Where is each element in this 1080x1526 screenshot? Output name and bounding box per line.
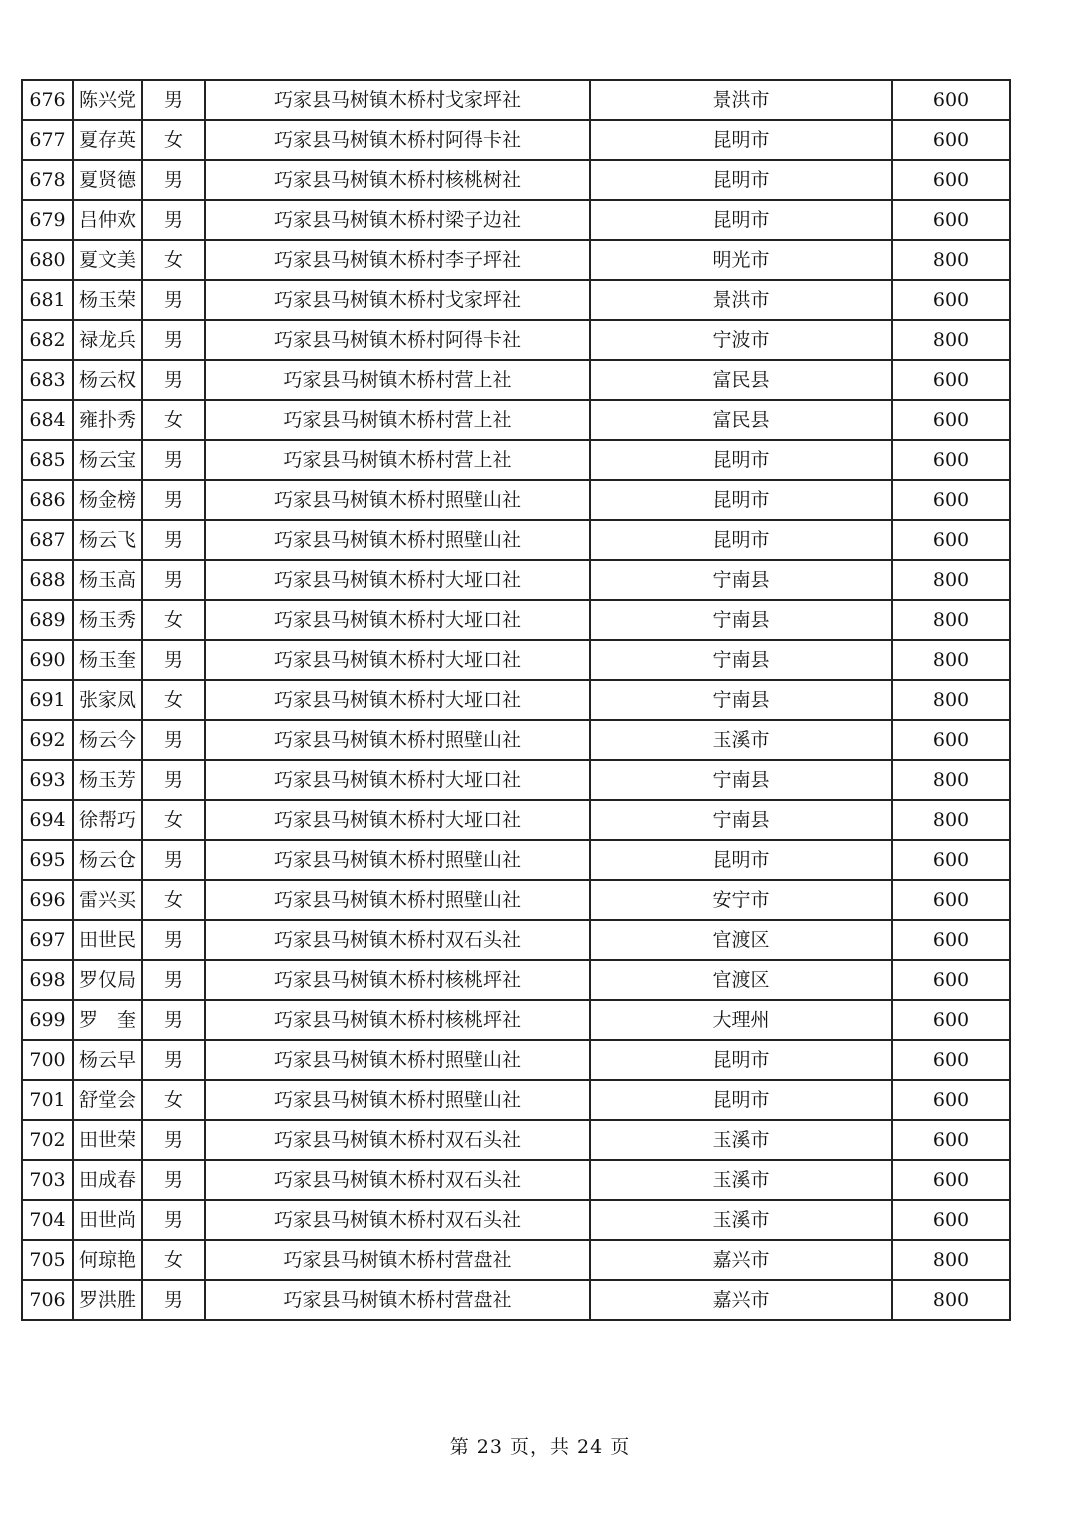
- gender-cell: 男: [142, 1280, 205, 1320]
- amount-cell: 600: [892, 440, 1010, 480]
- gender-cell: 男: [142, 80, 205, 120]
- table-row: [22, 320, 1010, 360]
- name-cell: 杨玉高: [73, 560, 142, 600]
- name-cell: 陈兴党: [73, 80, 142, 120]
- row-number-cell: 684: [22, 400, 73, 440]
- address-cell: 巧家县马树镇木桥村核桃坪社: [205, 1000, 590, 1040]
- amount-cell: 800: [892, 760, 1010, 800]
- roster-table-body: [22, 80, 1010, 1320]
- amount-cell: 800: [892, 1280, 1010, 1320]
- work-location-cell: 富民县: [590, 400, 892, 440]
- row-number-cell: 692: [22, 720, 73, 760]
- amount-cell: 800: [892, 680, 1010, 720]
- row-number-cell: 683: [22, 360, 73, 400]
- amount-cell: 800: [892, 1240, 1010, 1280]
- row-number-cell: 699: [22, 1000, 73, 1040]
- amount-cell: 600: [892, 1200, 1010, 1240]
- amount-cell: 600: [892, 880, 1010, 920]
- gender-cell: 男: [142, 480, 205, 520]
- gender-cell: 男: [142, 280, 205, 320]
- work-location-cell: 昆明市: [590, 120, 892, 160]
- gender-cell: 女: [142, 600, 205, 640]
- table-row: [22, 1000, 1010, 1040]
- address-cell: 巧家县马树镇木桥村双石头社: [205, 1120, 590, 1160]
- table-row: [22, 80, 1010, 120]
- gender-cell: 女: [142, 680, 205, 720]
- name-cell: 罗 奎: [73, 1000, 142, 1040]
- address-cell: 巧家县马树镇木桥村照壁山社: [205, 840, 590, 880]
- gender-cell: 男: [142, 640, 205, 680]
- work-location-cell: 玉溪市: [590, 720, 892, 760]
- amount-cell: 600: [892, 1000, 1010, 1040]
- work-location-cell: 宁南县: [590, 600, 892, 640]
- address-cell: 巧家县马树镇木桥村双石头社: [205, 1160, 590, 1200]
- name-cell: 杨云早: [73, 1040, 142, 1080]
- work-location-cell: 安宁市: [590, 880, 892, 920]
- row-number-cell: 702: [22, 1120, 73, 1160]
- amount-cell: 600: [892, 960, 1010, 1000]
- amount-cell: 600: [892, 160, 1010, 200]
- address-cell: 巧家县马树镇木桥村大垭口社: [205, 560, 590, 600]
- work-location-cell: 昆明市: [590, 440, 892, 480]
- work-location-cell: 玉溪市: [590, 1120, 892, 1160]
- name-cell: 舒堂会: [73, 1080, 142, 1120]
- name-cell: 杨云飞: [73, 520, 142, 560]
- row-number-cell: 706: [22, 1280, 73, 1320]
- row-number-cell: 687: [22, 520, 73, 560]
- table-row: [22, 1160, 1010, 1200]
- address-cell: 巧家县马树镇木桥村照壁山社: [205, 1040, 590, 1080]
- name-cell: 张家凤: [73, 680, 142, 720]
- table-row: [22, 520, 1010, 560]
- gender-cell: 女: [142, 400, 205, 440]
- table-row: [22, 400, 1010, 440]
- amount-cell: 600: [892, 200, 1010, 240]
- table-row: [22, 680, 1010, 720]
- work-location-cell: 昆明市: [590, 520, 892, 560]
- name-cell: 杨玉秀: [73, 600, 142, 640]
- amount-cell: 800: [892, 600, 1010, 640]
- name-cell: 杨玉奎: [73, 640, 142, 680]
- gender-cell: 男: [142, 960, 205, 1000]
- address-cell: 巧家县马树镇木桥村营盘社: [205, 1240, 590, 1280]
- name-cell: 杨玉荣: [73, 280, 142, 320]
- address-cell: 巧家县马树镇木桥村照壁山社: [205, 720, 590, 760]
- address-cell: 巧家县马树镇木桥村营上社: [205, 360, 590, 400]
- row-number-cell: 681: [22, 280, 73, 320]
- name-cell: 徐帮巧: [73, 800, 142, 840]
- row-number-cell: 697: [22, 920, 73, 960]
- work-location-cell: 昆明市: [590, 160, 892, 200]
- table-row: [22, 480, 1010, 520]
- work-location-cell: 富民县: [590, 360, 892, 400]
- name-cell: 何琼艳: [73, 1240, 142, 1280]
- gender-cell: 男: [142, 920, 205, 960]
- gender-cell: 女: [142, 240, 205, 280]
- amount-cell: 600: [892, 1120, 1010, 1160]
- amount-cell: 600: [892, 920, 1010, 960]
- amount-cell: 800: [892, 320, 1010, 360]
- gender-cell: 女: [142, 1240, 205, 1280]
- table-row: [22, 360, 1010, 400]
- name-cell: 雷兴买: [73, 880, 142, 920]
- row-number-cell: 691: [22, 680, 73, 720]
- name-cell: 田成春: [73, 1160, 142, 1200]
- work-location-cell: 昆明市: [590, 200, 892, 240]
- gender-cell: 男: [142, 560, 205, 600]
- name-cell: 雍扑秀: [73, 400, 142, 440]
- row-number-cell: 698: [22, 960, 73, 1000]
- table-row: [22, 600, 1010, 640]
- address-cell: 巧家县马树镇木桥村营上社: [205, 400, 590, 440]
- table-row: [22, 1040, 1010, 1080]
- table-row: [22, 280, 1010, 320]
- table-row: [22, 640, 1010, 680]
- name-cell: 夏存英: [73, 120, 142, 160]
- table-row: [22, 120, 1010, 160]
- amount-cell: 800: [892, 240, 1010, 280]
- row-number-cell: 696: [22, 880, 73, 920]
- name-cell: 田世荣: [73, 1120, 142, 1160]
- address-cell: 巧家县马树镇木桥村阿得卡社: [205, 320, 590, 360]
- gender-cell: 男: [142, 320, 205, 360]
- address-cell: 巧家县马树镇木桥村大垭口社: [205, 760, 590, 800]
- work-location-cell: 景洪市: [590, 80, 892, 120]
- work-location-cell: 官渡区: [590, 960, 892, 1000]
- gender-cell: 男: [142, 1160, 205, 1200]
- table-row: [22, 1240, 1010, 1280]
- row-number-cell: 678: [22, 160, 73, 200]
- work-location-cell: 宁南县: [590, 640, 892, 680]
- row-number-cell: 703: [22, 1160, 73, 1200]
- amount-cell: 600: [892, 360, 1010, 400]
- row-number-cell: 695: [22, 840, 73, 880]
- work-location-cell: 宁南县: [590, 760, 892, 800]
- amount-cell: 600: [892, 80, 1010, 120]
- row-number-cell: 676: [22, 80, 73, 120]
- table-row: [22, 760, 1010, 800]
- name-cell: 杨云权: [73, 360, 142, 400]
- work-location-cell: 景洪市: [590, 280, 892, 320]
- work-location-cell: 昆明市: [590, 480, 892, 520]
- row-number-cell: 690: [22, 640, 73, 680]
- table-row: [22, 840, 1010, 880]
- amount-cell: 800: [892, 640, 1010, 680]
- address-cell: 巧家县马树镇木桥村照壁山社: [205, 480, 590, 520]
- table-row: [22, 800, 1010, 840]
- table-row: [22, 240, 1010, 280]
- row-number-cell: 682: [22, 320, 73, 360]
- amount-cell: 600: [892, 480, 1010, 520]
- row-number-cell: 704: [22, 1200, 73, 1240]
- name-cell: 吕仲欢: [73, 200, 142, 240]
- gender-cell: 男: [142, 160, 205, 200]
- name-cell: 夏文美: [73, 240, 142, 280]
- gender-cell: 男: [142, 1120, 205, 1160]
- address-cell: 巧家县马树镇木桥村营上社: [205, 440, 590, 480]
- name-cell: 田世尚: [73, 1200, 142, 1240]
- address-cell: 巧家县马树镇木桥村大垭口社: [205, 640, 590, 680]
- address-cell: 巧家县马树镇木桥村戈家坪社: [205, 280, 590, 320]
- row-number-cell: 689: [22, 600, 73, 640]
- amount-cell: 600: [892, 120, 1010, 160]
- name-cell: 杨云仓: [73, 840, 142, 880]
- gender-cell: 男: [142, 840, 205, 880]
- row-number-cell: 701: [22, 1080, 73, 1120]
- work-location-cell: 嘉兴市: [590, 1280, 892, 1320]
- work-location-cell: 官渡区: [590, 920, 892, 960]
- table-row: [22, 1120, 1010, 1160]
- work-location-cell: 宁南县: [590, 560, 892, 600]
- gender-cell: 男: [142, 760, 205, 800]
- amount-cell: 600: [892, 1080, 1010, 1120]
- address-cell: 巧家县马树镇木桥村照壁山社: [205, 1080, 590, 1120]
- address-cell: 巧家县马树镇木桥村照壁山社: [205, 520, 590, 560]
- name-cell: 杨玉芳: [73, 760, 142, 800]
- row-number-cell: 693: [22, 760, 73, 800]
- work-location-cell: 昆明市: [590, 1040, 892, 1080]
- work-location-cell: 昆明市: [590, 840, 892, 880]
- gender-cell: 男: [142, 1200, 205, 1240]
- table-row: [22, 960, 1010, 1000]
- row-number-cell: 679: [22, 200, 73, 240]
- gender-cell: 男: [142, 200, 205, 240]
- table-row: [22, 1280, 1010, 1320]
- name-cell: 罗仅局: [73, 960, 142, 1000]
- table-row: [22, 880, 1010, 920]
- work-location-cell: 明光市: [590, 240, 892, 280]
- gender-cell: 女: [142, 1080, 205, 1120]
- address-cell: 巧家县马树镇木桥村照壁山社: [205, 880, 590, 920]
- amount-cell: 600: [892, 520, 1010, 560]
- name-cell: 禄龙兵: [73, 320, 142, 360]
- address-cell: 巧家县马树镇木桥村营盘社: [205, 1280, 590, 1320]
- amount-cell: 600: [892, 720, 1010, 760]
- address-cell: 巧家县马树镇木桥村核桃坪社: [205, 960, 590, 1000]
- work-location-cell: 大理州: [590, 1000, 892, 1040]
- address-cell: 巧家县马树镇木桥村双石头社: [205, 1200, 590, 1240]
- gender-cell: 男: [142, 360, 205, 400]
- row-number-cell: 686: [22, 480, 73, 520]
- work-location-cell: 嘉兴市: [590, 1240, 892, 1280]
- address-cell: 巧家县马树镇木桥村戈家坪社: [205, 80, 590, 120]
- name-cell: 杨云宝: [73, 440, 142, 480]
- row-number-cell: 680: [22, 240, 73, 280]
- amount-cell: 600: [892, 400, 1010, 440]
- row-number-cell: 700: [22, 1040, 73, 1080]
- gender-cell: 男: [142, 1040, 205, 1080]
- row-number-cell: 685: [22, 440, 73, 480]
- table-row: [22, 560, 1010, 600]
- table-row: [22, 1200, 1010, 1240]
- gender-cell: 女: [142, 880, 205, 920]
- amount-cell: 600: [892, 1040, 1010, 1080]
- work-location-cell: 宁南县: [590, 800, 892, 840]
- amount-cell: 800: [892, 800, 1010, 840]
- amount-cell: 800: [892, 560, 1010, 600]
- work-location-cell: 宁南县: [590, 680, 892, 720]
- address-cell: 巧家县马树镇木桥村大垭口社: [205, 800, 590, 840]
- table-row: [22, 720, 1010, 760]
- gender-cell: 男: [142, 1000, 205, 1040]
- gender-cell: 女: [142, 800, 205, 840]
- address-cell: 巧家县马树镇木桥村大垭口社: [205, 680, 590, 720]
- gender-cell: 女: [142, 120, 205, 160]
- address-cell: 巧家县马树镇木桥村阿得卡社: [205, 120, 590, 160]
- amount-cell: 600: [892, 1160, 1010, 1200]
- work-location-cell: 玉溪市: [590, 1200, 892, 1240]
- name-cell: 夏贤德: [73, 160, 142, 200]
- amount-cell: 600: [892, 280, 1010, 320]
- row-number-cell: 688: [22, 560, 73, 600]
- name-cell: 田世民: [73, 920, 142, 960]
- address-cell: 巧家县马树镇木桥村梁子边社: [205, 200, 590, 240]
- address-cell: 巧家县马树镇木桥村核桃树社: [205, 160, 590, 200]
- work-location-cell: 宁波市: [590, 320, 892, 360]
- address-cell: 巧家县马树镇木桥村大垭口社: [205, 600, 590, 640]
- gender-cell: 男: [142, 720, 205, 760]
- roster-table: [21, 79, 1011, 1321]
- gender-cell: 男: [142, 520, 205, 560]
- row-number-cell: 677: [22, 120, 73, 160]
- name-cell: 罗洪胜: [73, 1280, 142, 1320]
- work-location-cell: 昆明市: [590, 1080, 892, 1120]
- address-cell: 巧家县马树镇木桥村双石头社: [205, 920, 590, 960]
- row-number-cell: 694: [22, 800, 73, 840]
- amount-cell: 600: [892, 840, 1010, 880]
- gender-cell: 男: [142, 440, 205, 480]
- table-row: [22, 200, 1010, 240]
- table-row: [22, 160, 1010, 200]
- address-cell: 巧家县马树镇木桥村李子坪社: [205, 240, 590, 280]
- work-location-cell: 玉溪市: [590, 1160, 892, 1200]
- name-cell: 杨云今: [73, 720, 142, 760]
- table-row: [22, 920, 1010, 960]
- name-cell: 杨金榜: [73, 480, 142, 520]
- page-number: 第 23 页，共 24 页: [449, 1436, 631, 1458]
- table-row: [22, 440, 1010, 480]
- row-number-cell: 705: [22, 1240, 73, 1280]
- table-row: [22, 1080, 1010, 1120]
